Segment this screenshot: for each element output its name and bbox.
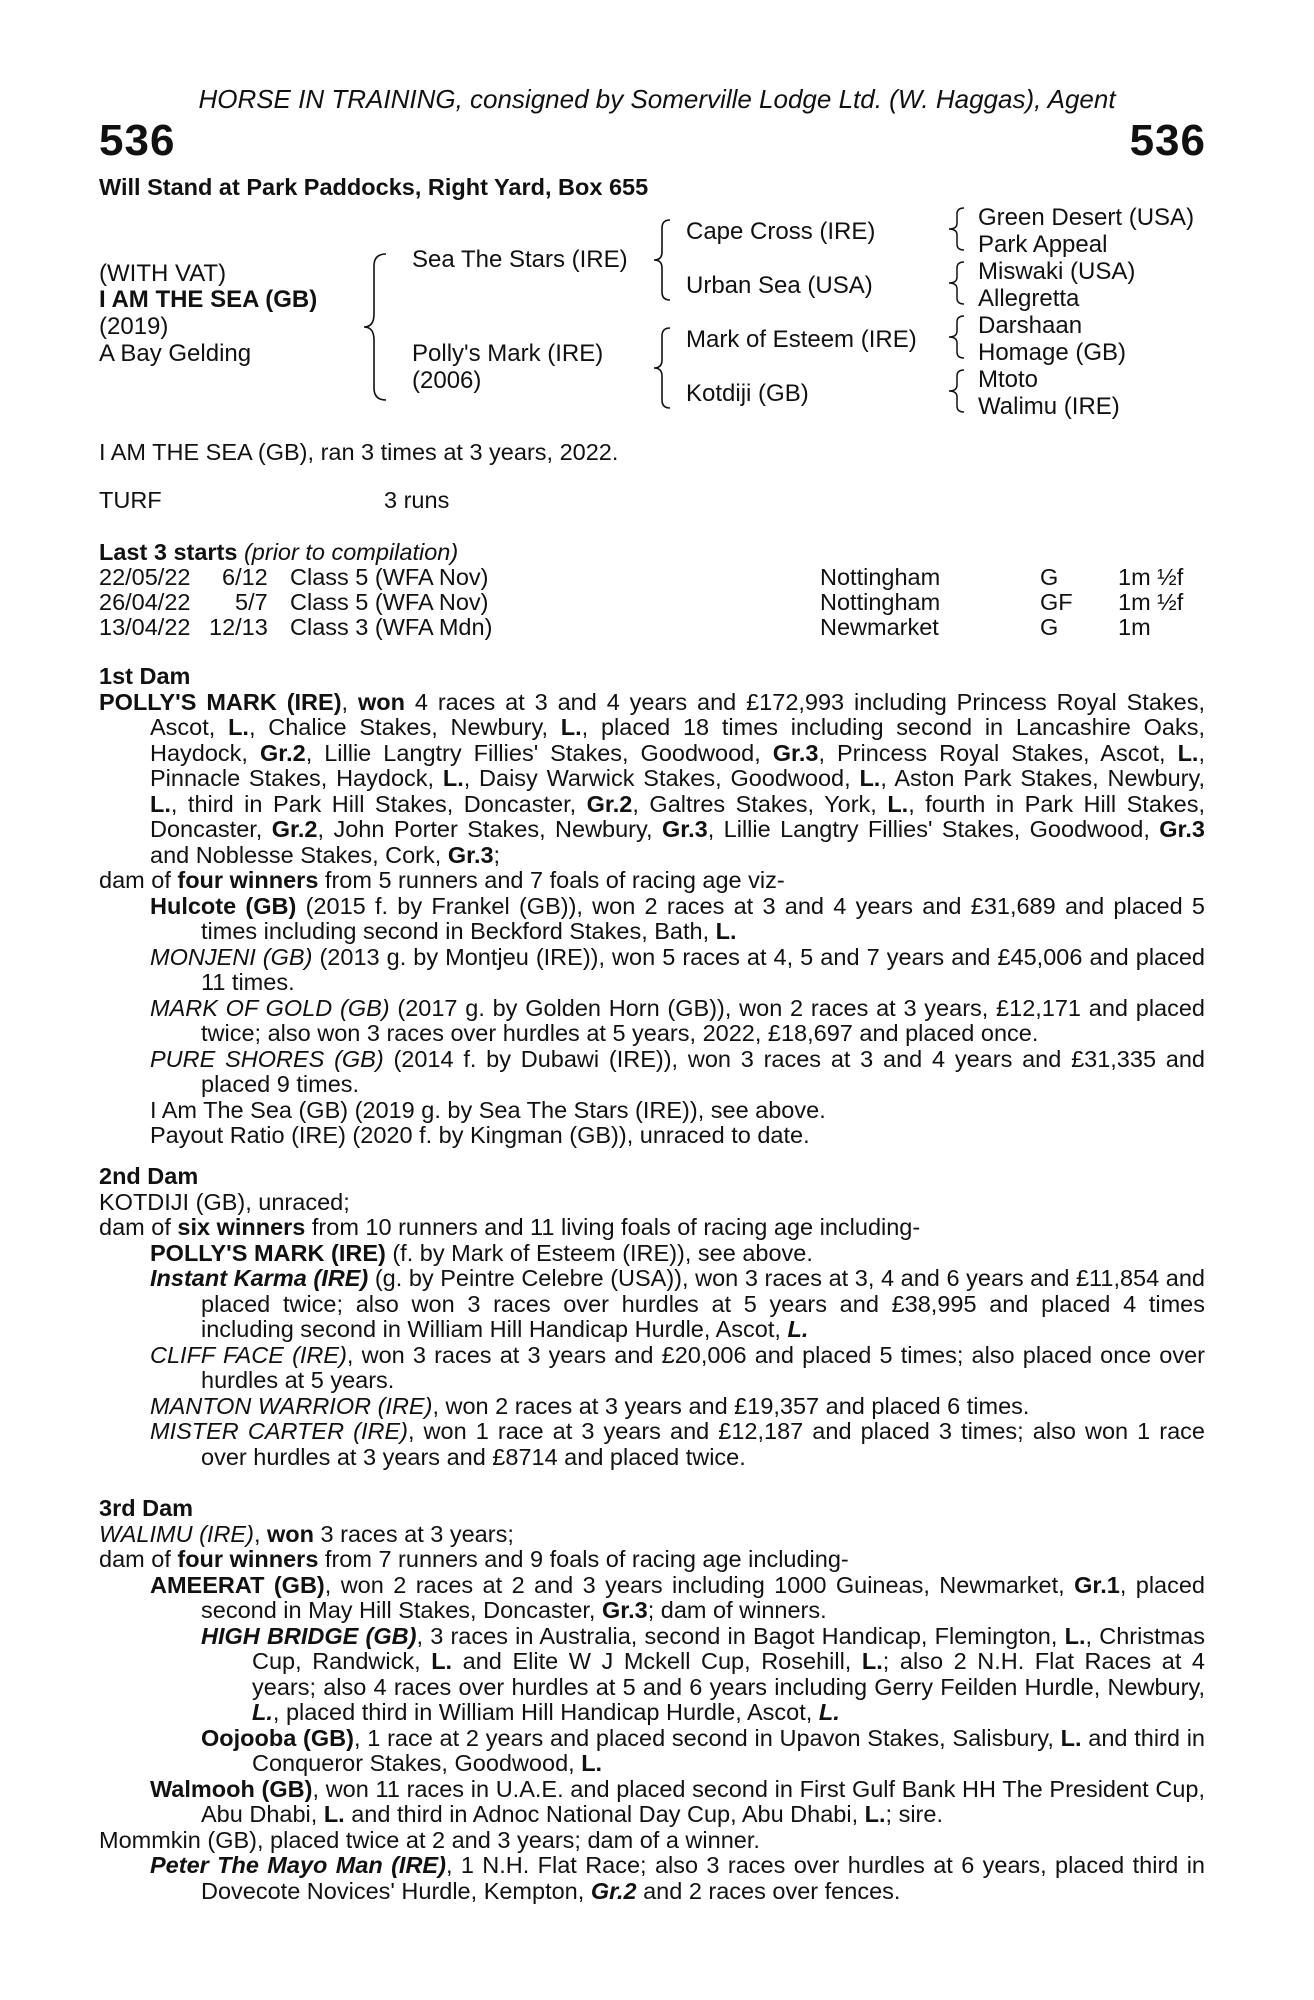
sire-sire: Cape Cross (IRE) (686, 218, 876, 245)
race-date: 22/05/22 (99, 564, 191, 590)
horse-year: (2019) (99, 313, 169, 340)
last-starts-note: (prior to compilation) (243, 539, 459, 565)
grand-ancestor-5: Darshaan (978, 312, 1083, 339)
third-dam-section (99, 1496, 1205, 1904)
race-distance: 1m ½f (1118, 564, 1184, 590)
race-distance: 1m (1118, 614, 1151, 640)
first-dam-record: POLLY'S MARK (IRE), won 4 races at 3 and 4 years and £172,993 including Princess Royal Stakes, Ascot, L., Chalice Stakes, Newbury, L., placed 18 times including second in Lancashire Oaks, Haydock, Gr.2, Lillie Langtry Fillies' Stakes, Goodwood, Gr.3, Princess Royal Stakes, Ascot, L., Pinnacle Stakes, Haydock, L., Daisy Warwick Stakes, Goodwood, L., Aston Park Stakes, Newbury, L., third in Park Hill Stakes, Doncaster, Gr.2, Galtres Stakes, York, L., fourth in Park Hill Stakes, Doncaster, Gr.2, John Porter Stakes, Newbury, Gr.3, Lillie Langtry Fillies' Stakes, Goodwood, Gr.3 and Noblesse Stakes, Cork, Gr.3; (99, 688, 1206, 868)
race-date: 26/04/22 (99, 589, 191, 615)
second-dam-heading: 2nd Dam (99, 1163, 199, 1189)
first-dam-name: POLLY'S MARK (IRE) (99, 688, 342, 715)
third-dam-heading: 3rd Dam (99, 1495, 194, 1521)
grand-ancestor-4: Allegretta (978, 285, 1080, 312)
race-position: 5/7 (235, 589, 268, 615)
race-date: 13/04/22 (99, 614, 191, 640)
produce-instant-karma: Instant Karma (IRE) (g. by Peintre Celebre (USA)), won 3 races at 3, 4 and 6 years and £11,854 and placed twice; also won 3 races over hurdles at 5 years and £38,995 and placed 4 times including second in William Hill Handicap Hurdle, Ascot, L. (150, 1265, 1205, 1342)
turf-runs: 3 runs (384, 487, 450, 513)
last-starts-title: Last 3 starts (99, 539, 238, 565)
produce-mister-carter: MISTER CARTER (IRE), won 1 race at 3 years and £12,187 and placed 3 times; also won 1 race over hurdles at 3 years and £8714 and placed twice. (150, 1418, 1206, 1470)
sire-dam: Urban Sea (USA) (686, 272, 873, 299)
turf-label: TURF (99, 487, 162, 513)
pedigree-brace-g4 (944, 368, 968, 414)
produce-mommkin: Mommkin (GB), placed twice at 2 and 3 years; dam of a winner. (99, 1826, 760, 1853)
lot-number-left: 536 (99, 116, 176, 165)
race-course: Nottingham (820, 564, 941, 590)
grand-ancestor-8: Walimu (IRE) (978, 393, 1120, 420)
last-starts-heading (99, 540, 458, 566)
dam-dam: Kotdiji (GB) (686, 380, 809, 407)
race-distance: 1m ½f (1118, 589, 1184, 615)
grand-ancestor-3: Miswaki (USA) (978, 258, 1136, 285)
third-dam-line: WALIMU (IRE), won 3 races at 3 years; (99, 1520, 514, 1547)
pedigree-brace-g3 (944, 314, 968, 360)
second-dam-line: KOTDIJI (GB), unraced; (99, 1188, 350, 1215)
pedigree-brace-sire (650, 218, 674, 302)
pedigree-brace-g2 (944, 260, 968, 306)
third-dam-produce-intro: dam of four winners from 7 runners and 9 foals of racing age including- (99, 1546, 849, 1572)
race-class: Class 5 (WFA Nov) (290, 564, 489, 590)
lot-number-right: 536 (1129, 116, 1206, 165)
grand-ancestor-6: Homage (GB) (978, 339, 1127, 366)
consignor-line: HORSE IN TRAINING, consigned by Somerville Lodge Ltd. (W. Haggas), Agent (198, 84, 1116, 114)
produce-cliff-face: CLIFF FACE (IRE), won 3 races at 3 years and £20,006 and placed 5 times; also placed once over hurdles at 5 years. (150, 1341, 1206, 1393)
vat-note: (WITH VAT) (99, 260, 227, 287)
pedigree-brace-main (360, 252, 390, 402)
produce-mark-of-gold: MARK OF GOLD (GB) (2017 g. by Golden Horn (GB)), won 2 races at 3 years, £12,171 and placed twice; also won 3 races over hurdles at 5 years, 2022, £18,697 and placed once. (150, 994, 1205, 1046)
produce-pollys-mark: POLLY'S MARK (IRE) (f. by Mark of Esteem (IRE)), see above. (150, 1239, 813, 1266)
race-position: 6/12 (222, 564, 268, 590)
dam-year: (2006) (412, 367, 482, 394)
race-going: G (1040, 614, 1059, 640)
produce-manton-warrior: MANTON WARRIOR (IRE), won 2 races at 3 years and £19,357 and placed 6 times. (150, 1392, 1030, 1419)
grand-ancestor-7: Mtoto (978, 366, 1039, 393)
sire-name: Sea The Stars (IRE) (412, 246, 628, 273)
pedigree-brace-g1 (944, 206, 968, 252)
race-summary: I AM THE SEA (GB), ran 3 times at 3 years, 2022. (99, 439, 619, 465)
grand-ancestor-2: Park Appeal (978, 231, 1108, 258)
race-going: G (1040, 564, 1059, 590)
first-dam-produce-intro: dam of four winners from 5 runners and 7 foals of racing age viz- (99, 867, 785, 893)
produce-peter-the-mayo-man: Peter The Mayo Man (IRE), 1 N.H. Flat Race; also 3 races over hurdles at 6 years, placed third in Dovecote Novices' Hurdle, Kempton, Gr.2 and 2 races over fences. (150, 1852, 1205, 1904)
race-position: 12/13 (209, 614, 268, 640)
race-course: Newmarket (820, 614, 939, 640)
produce-hulcote: Hulcote (GB) (2015 f. by Frankel (GB)), won 2 races at 3 and 4 years and £31,689 and placed 5 times including second in Beckford Stakes, Bath, L. (150, 892, 1205, 944)
stand-location: Will Stand at Park Paddocks, Right Yard, Box 655 (99, 174, 649, 200)
produce-pure-shores: PURE SHORES (GB) (2014 f. by Dubawi (IRE)), won 3 races at 3 and 4 years and £31,335 and placed 9 times. (150, 1045, 1205, 1097)
horse-description: A Bay Gelding (99, 340, 252, 367)
first-dam-heading: 1st Dam (99, 663, 191, 689)
race-class: Class 3 (WFA Mdn) (290, 614, 493, 640)
produce-oojooba: Oojooba (GB), 1 race at 2 years and placed second in Upavon Stakes, Salisbury, L. and third in Conqueror Stakes, Goodwood, L. (201, 1724, 1205, 1776)
grand-ancestor-1: Green Desert (USA) (978, 204, 1195, 231)
pedigree-brace-dam (650, 326, 674, 410)
race-course: Nottingham (820, 589, 941, 615)
produce-ameerat: AMEERAT (GB), won 2 races at 2 and 3 years including 1000 Guineas, Newmarket, Gr.1, placed second in May Hill Stakes, Doncaster, Gr.3; dam of winners. (150, 1571, 1205, 1623)
dam-sire: Mark of Esteem (IRE) (686, 326, 917, 353)
produce-walmooh: Walmooh (GB), won 11 races in U.A.E. and placed second in First Gulf Bank HH The President Cup, Abu Dhabi, L. and third in Adnoc National Day Cup, Abu Dhabi, L.; sire. (150, 1775, 1206, 1827)
second-dam-section (99, 1164, 1205, 1470)
dam-name: Polly's Mark (IRE) (412, 340, 604, 367)
second-dam-produce-intro: dam of six winners from 10 runners and 11 living foals of racing age including- (99, 1214, 921, 1240)
race-class: Class 5 (WFA Nov) (290, 589, 489, 615)
horse-name: I AM THE SEA (GB) (99, 286, 318, 313)
produce-payout-ratio: Payout Ratio (IRE) (2020 f. by Kingman (GB)), unraced to date. (150, 1122, 810, 1148)
produce-i-am-the-sea: I Am The Sea (GB) (2019 g. by Sea The Stars (IRE)), see above. (150, 1096, 826, 1123)
race-going: GF (1040, 589, 1073, 615)
produce-high-bridge: HIGH BRIDGE (GB), 3 races in Australia, second in Bagot Handicap, Flemington, L., Christmas Cup, Randwick, L. and Elite W J Mckell Cup, Rosehill, L.; also 2 N.H. Flat Races at 4 years; also 4 races over hurdles at 5 and 6 years including Gerry Feilden Hurdle, Newbury, L., placed third in William Hill Handicap Hurdle, Ascot, L. (201, 1622, 1205, 1725)
first-dam-section (99, 664, 1205, 1149)
produce-monjeni: MONJENI (GB) (2013 g. by Montjeu (IRE)), won 5 races at 4, 5 and 7 years and £45,006 and placed 11 times. (150, 943, 1205, 995)
